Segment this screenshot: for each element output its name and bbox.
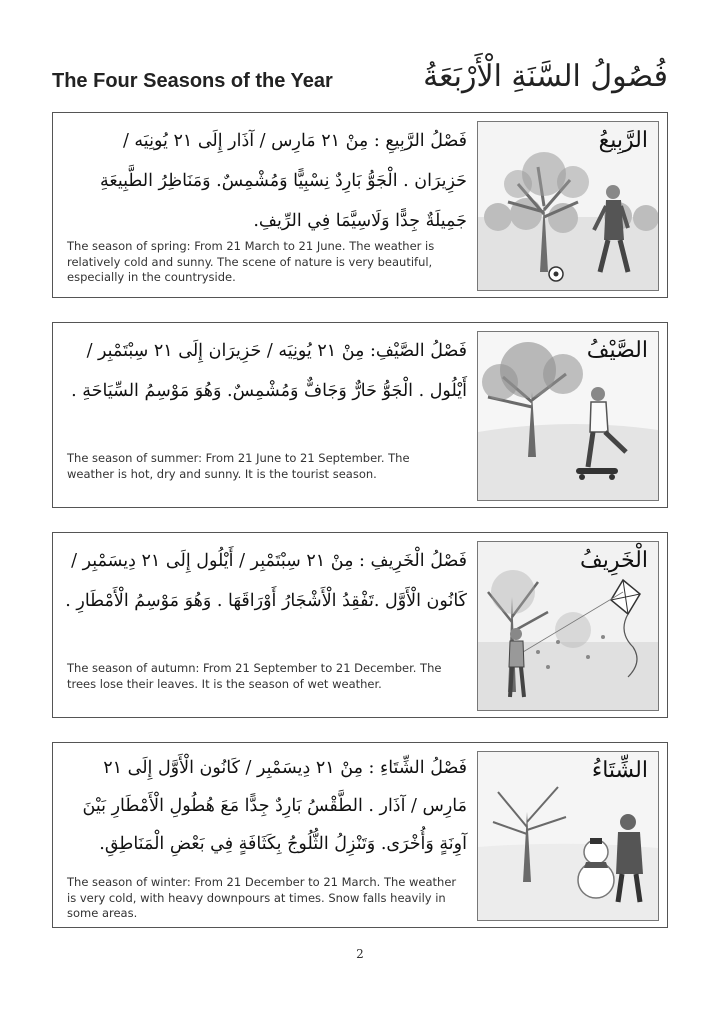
page-number: 2: [356, 947, 364, 961]
winter-english-text: The season of winter: From 21 December to 21 March. The weather is very cold, with heavy downpours at times. Snow falls heavily in some areas.: [67, 875, 457, 920]
page-title: The Four Seasons of the Year: [52, 70, 333, 92]
summer-arabic-text: فَصْلُ الصَّيْفِ: مِنْ ٢١ يُونِيَه / حَزِيرَان إِلَى ٢١ سِبْتَمْبِر / أَيْلُول . الْجَوُّ حَارٌّ وَجَافٌّ وَمُشْمِسٌ. وَهُوَ مَوْسِمُ السِّيَاحَةِ .: [71, 341, 467, 401]
season-card-spring: [52, 112, 668, 298]
season-name-spring: الرَّبِيعُ: [598, 128, 648, 153]
spring-arabic-text: فَصْلُ الرَّبِيعِ : مِنْ ٢١ مَارِس / آذَار إِلَى ٢١ يُونِيَه / حَزِيرَان . الْجَوُّ بَارِدٌ نِسْبِيًّا وَمُشْمِسٌ. وَمَنَاظِرُ الطَّبِيعَةِ جَمِيلَةٌ جِدًّا وَلَاسِيَّمَا فِي الرِّيفِ.: [100, 131, 467, 231]
season-name-summer: الصَّيْفُ: [586, 338, 648, 363]
spring-illustration: [477, 121, 659, 291]
season-name-autumn: الْخَرِيفُ: [579, 548, 648, 573]
autumn-illustration: [477, 541, 659, 711]
season-card-autumn: [52, 532, 668, 718]
page-title-arabic: فُصُولُ السَّنَةِ الْأَرْبَعَةُ: [423, 59, 668, 94]
season-card-summer: [52, 322, 668, 508]
winter-illustration: [477, 751, 659, 921]
spring-english-text: The season of spring: From 21 March to 21 June. The weather is relatively cold and sunny. The scene of nature is very beautiful, especially in the countryside.: [67, 239, 435, 284]
autumn-arabic-text: فَصْلُ الْخَرِيفِ : مِنْ ٢١ سِبْتَمْبِر / أَيْلُول إِلَى ٢١ دِيسَمْبِر / كَانُون الْأَوَّل .تَفْقِدُ الْأَشْجَارُ أَوْرَاقَهَا . وَهُوَ مَوْسِمُ الْأَمْطَارِ .: [65, 551, 467, 611]
season-card-winter: [52, 742, 668, 928]
autumn-english-text: The season of autumn: From 21 September to 21 December. The trees lose their leaves. It is the season of wet weather.: [67, 661, 442, 691]
summer-illustration: [477, 331, 659, 501]
season-name-winter: الشِّتَاءُ: [591, 758, 648, 783]
winter-arabic-text: فَصْلُ الشِّتَاءِ : مِنْ ٢١ دِيسَمْبِر / كَانُون الْأَوَّل إِلَى ٢١ مَارِس / آذَار . الطَّقْسُ بَارِدٌ جِدًّا مَعَ هُطُولِ الْأَمْطَارِ بَيْنَ آوِنَةٍ وَأُخْرَى. وَتَنْزِلُ الثُّلُوجُ بِكَثَافَةٍ فِي بَعْضِ الْمَنَاطِقِ.: [82, 758, 467, 854]
summer-english-text: The season of summer: From 21 June to 21 September. The weather is hot, dry and sunny. It is the tourist season.: [67, 451, 410, 481]
